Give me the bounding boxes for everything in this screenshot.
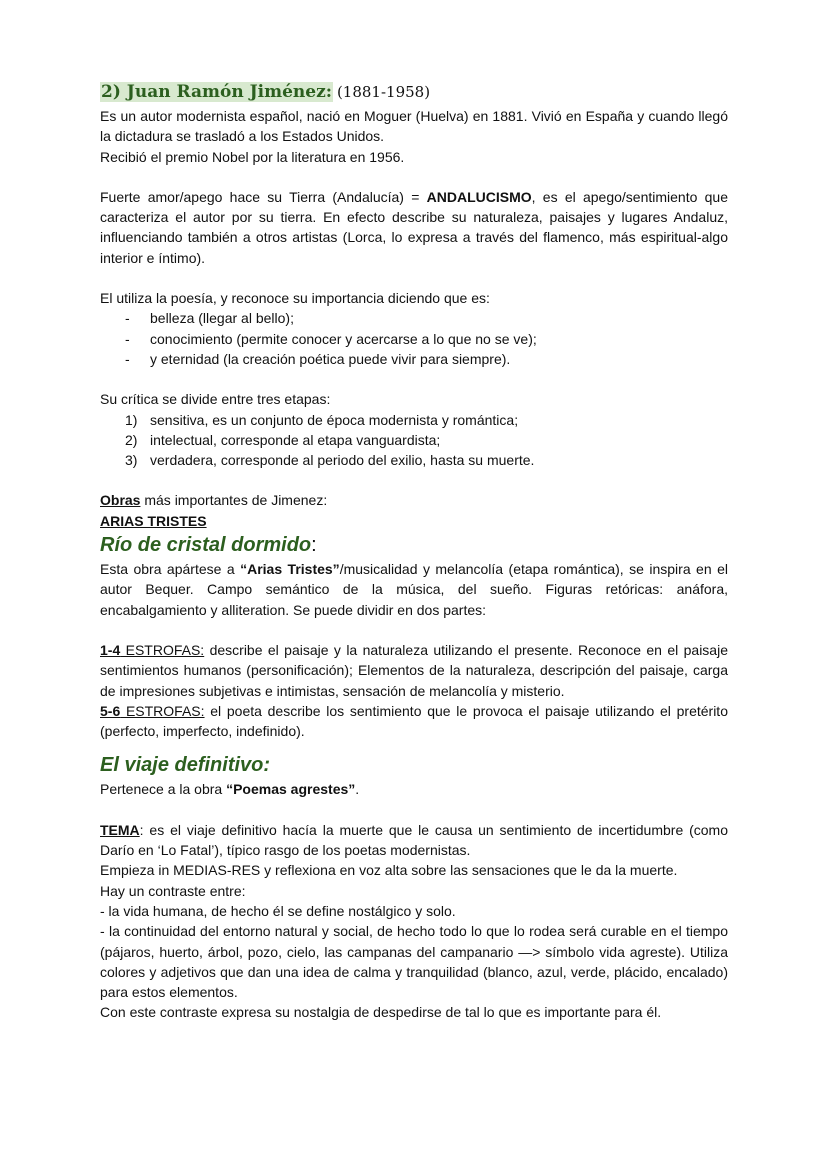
- part2-label: ESTROFAS:: [120, 702, 205, 719]
- poem1-work-name: “Arias Tristes”: [240, 561, 340, 578]
- stages-list: [100, 410, 728, 471]
- list-item: - belleza (llegar al bello);: [122, 308, 728, 328]
- list-text: verdadera, corresponde al periodo del exilio, hasta su muerte.: [150, 452, 535, 469]
- list-item: - conocimiento (permite conocer y acercarse a lo que no se ve);: [122, 329, 728, 349]
- list-number: 1): [125, 411, 138, 428]
- tema-label: TEMA: [100, 821, 140, 838]
- andalucismo-term: ANDALUCISMO: [426, 188, 532, 205]
- author-dates: (1881-1958): [336, 83, 431, 101]
- part1-number: 1-4: [100, 641, 121, 658]
- works-label: Obras: [100, 492, 141, 509]
- andalucismo-text-after: , es el apego/sentimiento que caracteriza el autor por su tierra. En efecto describe su naturaleza, paisajes y lugares Andaluz, influenciando también a otros artistas (Lorca, lo expresa a través del flamenco, más espiritual-algo interior e íntimo).: [100, 188, 729, 266]
- poem1-part1: [100, 640, 728, 701]
- list-text: sensitiva, es un conjunto de época modernista y romántica;: [150, 411, 519, 428]
- book-title: ARIAS TRISTES: [100, 512, 207, 529]
- belongs-text-c: .: [355, 781, 360, 798]
- poem1-description: [100, 559, 728, 620]
- list-text: intelectual, corresponde al etapa vanguardista;: [150, 431, 441, 448]
- document-page: [100, 80, 728, 1023]
- part2-number: 5-6: [100, 702, 121, 719]
- poem1-part2: [100, 701, 728, 742]
- poem2-line: - la continuidad del entorno natural y social, de hecho todo lo que lo rodea será curable en el tiempo (pájaros, huerto, árbol, pozo, cielo, las campanas del campanario —> símbolo vida agreste). Utiliza colores y adjetivos que dan una idea de calma y tranquilidad (blanco, azul, verde, plácido, encalado) para estos elementos.: [100, 923, 728, 1001]
- part1-label: ESTROFAS:: [120, 641, 205, 658]
- list-number: 3): [125, 452, 138, 469]
- list-number: 2): [125, 431, 138, 448]
- list-item: [122, 450, 728, 470]
- section-heading: [100, 80, 728, 104]
- intro-paragraph: Es un autor modernista español, nació en Moguer (Huelva) en 1881. Vivió en España y cuando llegó la dictadura se trasladó a los Estados Unidos.: [100, 108, 728, 145]
- stages-lead: Su crítica se divide entre tres etapas:: [100, 391, 331, 408]
- poem2-tema: [100, 820, 728, 861]
- works-lead: [100, 490, 728, 510]
- list-item: [122, 410, 728, 430]
- poem1-text-a: Esta obra apártese a: [100, 561, 241, 578]
- poem2-line: - la vida humana, de hecho él se define nostálgico y solo.: [100, 902, 456, 919]
- poetry-lead: El utiliza la poesía, y reconoce su importancia diciendo que es:: [100, 290, 490, 307]
- works-rest: más importantes de Jimenez:: [140, 492, 328, 509]
- poem2-line: Hay un contraste entre:: [100, 882, 246, 899]
- part2-text: el poeta describe los sentimiento que le provoca el paisaje utilizando el pretérito (perfecto, imperfecto, indefinido).: [100, 702, 728, 740]
- poem2-line: Empieza in MEDIAS-RES y reflexiona en voz alta sobre las sensaciones que le da la muerte.: [100, 862, 678, 879]
- poem-title-colon: :: [311, 534, 317, 557]
- poem2-line: Con este contraste expresa su nostalgia de despedirse de tal lo que es importante para él.: [100, 1004, 662, 1021]
- andalucismo-text-before: Fuerte amor/apego hace su Tierra (Andalucía) =: [100, 188, 427, 205]
- poem-title-text: Río de cristal dormido: [100, 534, 312, 557]
- list-item: [122, 430, 728, 450]
- andalucismo-paragraph: [100, 187, 728, 268]
- list-item: - y eternidad (la creación poética puede vivir para siempre).: [122, 349, 728, 369]
- tema-text: : es el viaje definitivo hacía la muerte que le causa un sentimiento de incertidumbre (como Darío en ‘Lo Fatal’), típico rasgo de los poetas modernistas.: [100, 821, 728, 859]
- poetry-list: [100, 308, 728, 369]
- poem1-text-c: /musicalidad y melancolía (etapa romántica), se inspira en el autor Bequer. Campo semántico de la música, del sueño. Figuras retóricas: anáfora, encabalgamiento y alliteration. Se puede dividir en dos partes:: [100, 561, 728, 618]
- author-name-heading: 2) Juan Ramón Jiménez:: [101, 82, 333, 102]
- poem2-belongs: [100, 779, 728, 799]
- poem-title-rio: [100, 531, 728, 559]
- belongs-work-name: “Poemas agrestes”: [226, 781, 356, 798]
- belongs-text-a: Pertenece a la obra: [100, 781, 227, 798]
- poem-title-viaje: El viaje definitivo:: [100, 754, 271, 777]
- part1-text: describe el paisaje y la naturaleza utilizando el presente. Reconoce en el paisaje sentimientos humanos (personificación); Elementos de la naturaleza, descripción del paisaje, carga de impresiones subjetivas e intimistas, sensación de melancolía y misterio.: [100, 641, 728, 699]
- nobel-paragraph: Recibió el premio Nobel por la literatura en 1956.: [100, 148, 405, 165]
